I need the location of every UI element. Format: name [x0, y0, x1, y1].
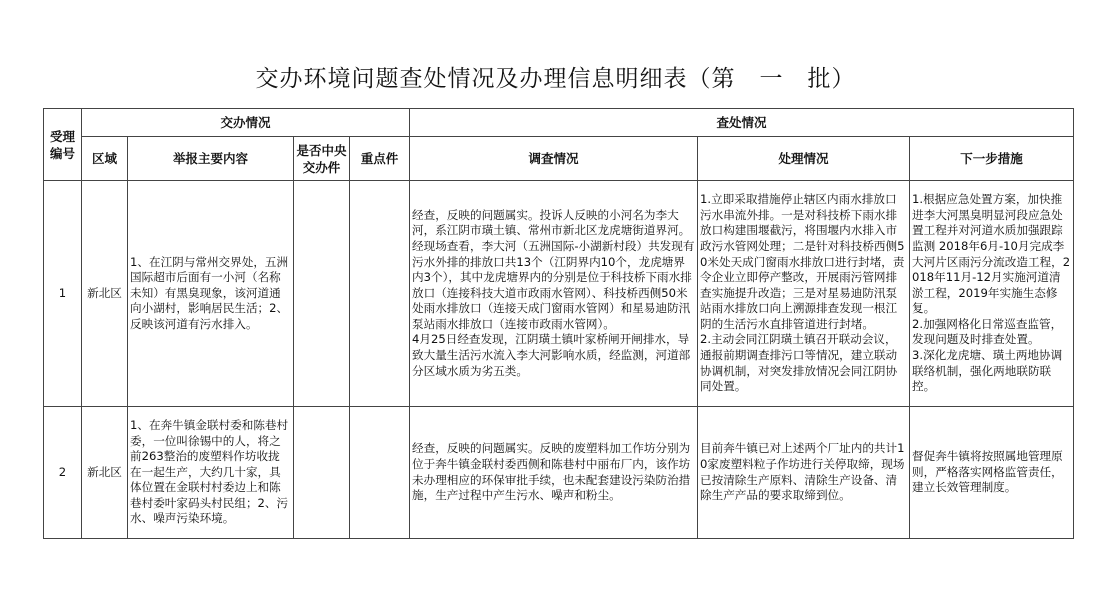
- header-row-columns: [44, 137, 1074, 181]
- table-row: [44, 181, 1074, 407]
- row-no: 2: [44, 407, 82, 539]
- row-next: [910, 407, 1074, 539]
- case-table: [43, 108, 1074, 539]
- handling-paragraph: 2.主动会同江阴璜土镇召开联动会议，通报前期调查排污口等情况，建立联动协调机制，对突发排放情况会同江阴协同处置。: [700, 332, 898, 394]
- row-handling: [698, 407, 910, 539]
- investigation-paragraph: 经查，反映的问题属实。反映的废塑料加工作坊分别为位于奔牛镇金联村委西侧和陈巷村中丽布厂内，该作坊未办理相应的环保审批手续，也未配套建设污染防治措施，生产过程中产生污水、噪声和粉尘。: [412, 441, 691, 503]
- header-investigation: 调查情况: [410, 137, 698, 181]
- row-content: 1、在江阴与常州交界处，五洲国际超市后面有一小河（名称未知）有黑臭现象，该河道通向小湖村，影响居民生活；2、反映该河道有污水排入。: [128, 181, 294, 407]
- header-central: 是否中央交办件: [294, 137, 350, 181]
- investigation-paragraph: 4月25日经查发现，江阴璜土镇叶家桥闸开闸排水，导致大量生活污水流入李大河影响水质，经监测，河道部分区域水质为劣五类。: [412, 332, 691, 378]
- header-handled-group: 查处情况: [410, 109, 1074, 137]
- document-title: 交办环境问题查处情况及办理信息明细表（第 一 批）: [255, 66, 856, 92]
- row-handling: [698, 181, 910, 407]
- next-step-paragraph: 2.加强网格化日常巡查监管，发现问题及时排查处置。: [912, 316, 1063, 347]
- investigation-paragraph: 经查，反映的问题属实。投诉人反映的小河名为李大河，系江阴市璜土镇、常州市新北区龙虎塘街道界河。经现场查看，李大河（五洲国际-小湖新村段）共发现有污水外排的排放口共13个（江阴界内10个，龙虎塘界内3个），其中龙虎塘界内的分别是位于科技桥下雨水排放口（连接科技大道市政雨水管网）、科技桥西侧50米处雨水排放口（连接天成门窗雨水管网）和星易迪防汛泵站雨水排放口（连接市政雨水管网）。: [412, 207, 695, 331]
- row-investigation: [410, 181, 698, 407]
- header-no: 受理编号: [44, 109, 82, 181]
- row-next: [910, 181, 1074, 407]
- table-row: [44, 407, 1074, 539]
- next-step-paragraph: 1.根据应急处置方案，加快推进李大河黑臭明显河段应急处置工程并对河道水质加强跟踪监测 2018年6月-10月完成李大河片区雨污分流改造工程，2018年11月-12月实施河道清淤工程，2019年实施生态修复。: [912, 192, 1071, 316]
- row-content: 1、在奔牛镇金联村委和陈巷村委，一位叫徐锡中的人，将之前263整治的废塑料作坊收拢在一起生产，大约几十家，具体位置在金联村村委边上和陈巷村委叶家码头村民组；2、污水、噪声污染环境。: [128, 407, 294, 539]
- header-area: 区域: [82, 137, 128, 181]
- header-assigned-group: 交办情况: [82, 109, 410, 137]
- next-step-paragraph: 3.深化龙虎塘、璜土两地协调联络机制，强化两地联防联控。: [912, 348, 1063, 394]
- row-no: 1: [44, 181, 82, 407]
- header-key: 重点件: [350, 137, 410, 181]
- header-handling: 处理情况: [698, 137, 910, 181]
- row-central: [294, 407, 350, 539]
- handling-paragraph: 1.立即采取措施停止辖区内雨水排放口污水串流外排。一是对科技桥下雨水排放口构建围堰截污，将围堰内水排入市政污水管网处理；二是针对科技桥西侧50米处天成门窗雨水排放口进行封堵，责令企业立即停产整改，开展雨污管网排查实施提升改造；三是对星易迪防汛泵站雨水排放口向上溯源排查发现一根江阴的生活污水直排管道进行封堵。: [700, 192, 905, 331]
- next-step-paragraph: 督促奔牛镇将按照属地管理原则，严格落实网格监管责任，建立长效管理制度。: [912, 449, 1063, 495]
- header-content: 举报主要内容: [128, 137, 294, 181]
- row-area: 新北区: [82, 407, 128, 539]
- header-row-group: [44, 109, 1074, 137]
- row-key: [350, 181, 410, 407]
- row-central: [294, 181, 350, 407]
- row-area: 新北区: [82, 181, 128, 407]
- row-key: [350, 407, 410, 539]
- handling-paragraph: 目前奔牛镇已对上述两个厂址内的共计10家废塑料粒子作坊进行关停取缔，现场已按清除生产原料、清除生产设备、清除生产产品的要求取缔到位。: [700, 441, 905, 503]
- header-next: 下一步措施: [910, 137, 1074, 181]
- row-investigation: [410, 407, 698, 539]
